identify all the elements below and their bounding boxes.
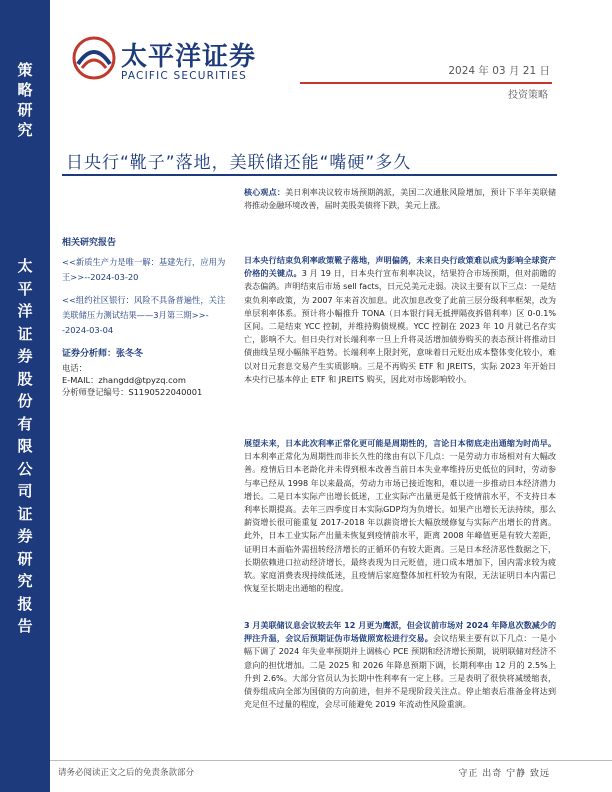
p1-text: 3 月 19 日，日本央行宣布利率决议，结果符合市场预期，但对前瞻的表态偏鸽。声明结束后市场 sell facts，日元兑美元走弱。决议主要有以下三点：一是结束负利率政策，为 2007 年来首次加息。此次加息改变了此前三层分级利率框架，改为单层利率体系。预计将小幅推升 TONA（日本银行间无抵押隔夜拆借利率）区 0-0.1%区间。二是结束 YCC 控制，并维持购债规模。YCC 控制在 2023 年 10 月就已名存实亡，影响不大。但日央行对长端利率一旦上升将灵活增加债券购买的表态预计将推动日债曲线呈现小幅熊平趋势。长端利率上限封死，意味着日元贬出成本整体变化较小，难以对日元套息交易产生实质影响。三是不再购买 ETF 和 JREITS，实际 2023 年开始日本央行已基本停止 ETF 和 JREITS 购买，因此对市场影响较小。 (244, 269, 556, 384)
related-report-link[interactable]: <<新质生产力是唯一解：基建先行，应用为王>>--2024-03-20 (62, 257, 226, 282)
analyst-email: E-MAIL：zhangdd@tpyzq.com (62, 375, 186, 385)
paragraph-2 (244, 437, 556, 595)
pacific-securities-logo-icon (72, 36, 116, 80)
paragraph-3 (244, 619, 556, 711)
report-title: 日央行“靴子”落地，美联储还能“嘴硬”多久 (66, 153, 412, 173)
brand-name-en: PACIFIC SECURITIES (121, 70, 248, 82)
sidebar-category: 策略研究 (17, 61, 33, 139)
related-reports (62, 236, 232, 346)
title-divider (62, 174, 557, 176)
analyst-license: 分析师登记编号：S1190522040001 (62, 387, 203, 397)
footer-disclaimer: 请务必阅读正文之后的免责条款部分 (58, 768, 195, 778)
sidebar (0, 0, 50, 792)
report-type: 投资策略 (508, 90, 548, 101)
p1-lead: 日本央行结束负利率政策靴子落地，声明偏鸽，未来日央行政策难以成为影响全球资产价格的关键点。 (244, 256, 556, 279)
related-report-link[interactable]: <<组约社区银行：风险不具备普遍性，关注美联储压力测试结果——3月第三期>>--2024-03-04 (62, 295, 226, 335)
p2-text: 日本利率正常化为周期性而非长久性的缘由有以下几点：一是劳动力市场相对有大幅改善。疫情后日本老龄化并未得到根本改善当前日本失业率维持历史低位的同时，劳动参与率已经从 1998 年以来最高，劳动力市场已接近饱和，难以进一步推动日本经济潜力增长。二是日本实际产出增长低迷，工业实际产出量更是低于疫情前水平，不支持日本利率长期提高。去年三四季度日本实际GDP均为负增长。如果产出增长无法持续，那么薪资增长很可能重复 2017-2018 年以薪资增长大幅放缓修复与实际产出增长的背离。此外，日本工业实际产出量未恢复到疫情前水平，距离 2008 年峰值更是有较大差距，证明日本面临外需扭转经济增长的正循环仍有较大距离。三是日本经济恶性数据之下，长期依赖进口拉动经济增长，最终表现为日元贬值，进口成本增加下，国内需求较为疲软。家庭消费表现持续低迷，且疫情后家庭整体加杠杆较为有限，无法证明日本内需已恢复至长期走出通缩的程度。 (244, 452, 556, 594)
core-view (244, 186, 556, 212)
footer-motto: 守正 出奇 宁静 致远 (458, 769, 550, 779)
core-lead: 核心观点： (244, 188, 286, 197)
analyst-name: 证券分析师：张冬冬 (62, 349, 144, 359)
paragraph-1 (244, 254, 556, 386)
report-date: 2024 年 03 月 21 日 (448, 65, 550, 77)
p3-text: 会议结果主要有以下几点：一是小幅下调了 2024 年失业率预期并上调核心 PCE 预期和经济增长预期，说明联储对经济不意向的担忧增加。二是 2025 和 2026 年降息预期下调，长期利率由 12 月的 2.5%上升到 2.6%。大部分官员认为长期中性利率有一定上移。三是表明了很快将减缓缩表，债券组成向全部为国债的方向前进，但并不是现阶段关注点。停止缩表后准备金将达到充足但不过量的程度，会尽可能避免 2019 年流动性风险重演。 (244, 634, 557, 710)
header-rule (300, 82, 552, 84)
p3-lead: 3 月美联储议息会议较去年 12 月更为鹰派，但会议前市场对 2024 年降息次数减少的押注升温，会议后预期证伪市场做照宽松进行交易。 (244, 621, 556, 644)
core-text: 美日利率决议较市场预期鸽派，美国二次通胀风险增加，预计下半年美联储将推动金融环境改善，届时美股美债将下跌，美元上涨。 (244, 188, 557, 211)
analyst-info (62, 348, 242, 398)
p2-lead: 展望未来，日本此次利率正常化更可能是周期性的，言论日本彻底走出通缩为时尚早。 (244, 439, 556, 448)
sidebar-company: 太平洋证券股份有限公司证券研究报告 (17, 257, 33, 635)
brand-name-cn: 太平洋证券 (121, 42, 257, 72)
related-heading: 相关研究报告 (62, 238, 117, 248)
analyst-phone: 电话： (62, 363, 87, 373)
footer-rule (50, 760, 612, 761)
